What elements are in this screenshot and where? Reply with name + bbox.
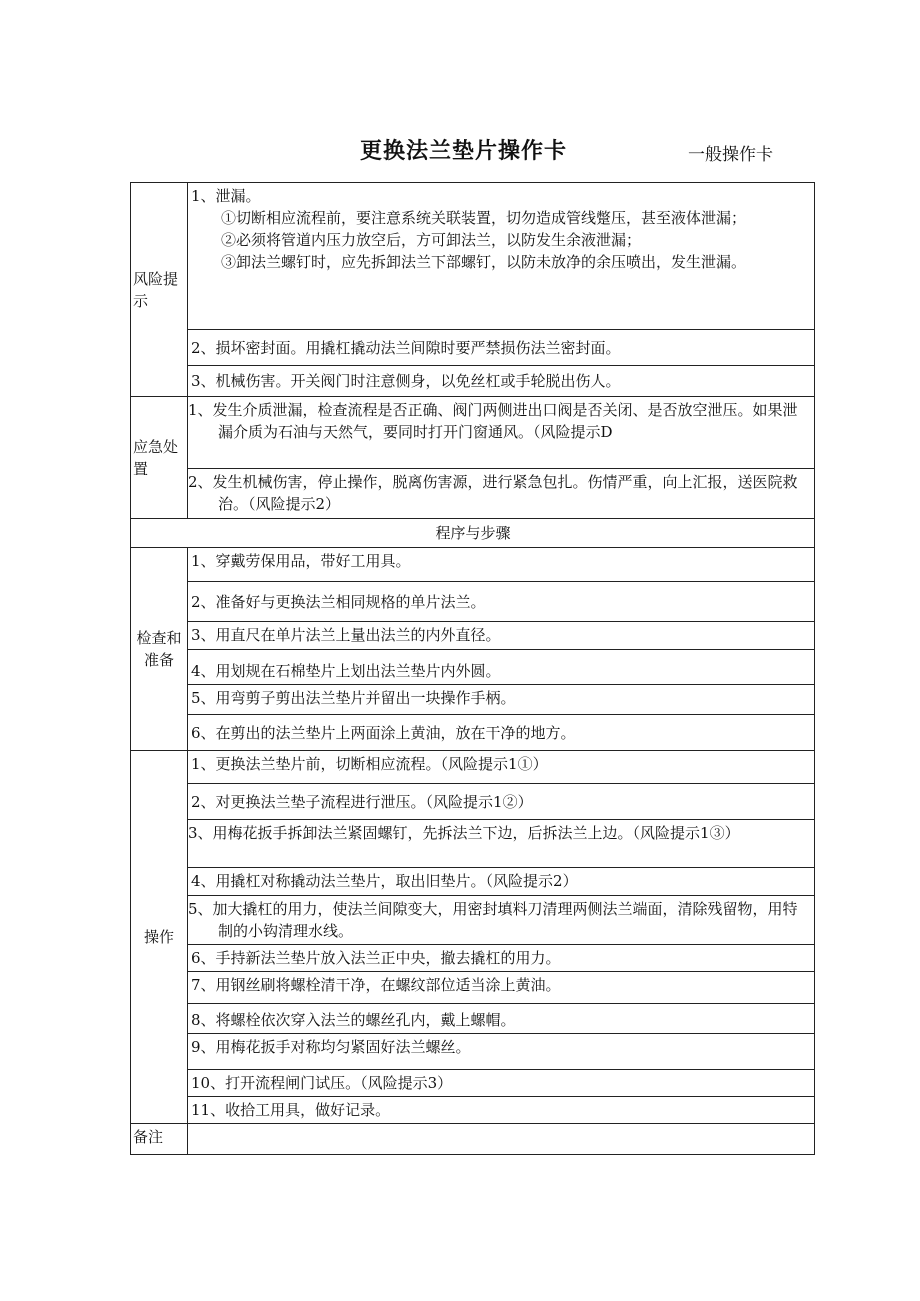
document-title: 更换法兰垫片操作卡 [360, 139, 568, 164]
check-step-6: 6、在剪出的法兰垫片上两面涂上黄油，放在干净的地方。 [188, 715, 815, 751]
risk-row-1 [131, 183, 815, 330]
operation-step-4: 4、用撬杠对称撬动法兰垫片，取出旧垫片。（风险提示2） [188, 868, 815, 896]
document-header [0, 134, 920, 168]
operation-step-6: 6、手持新法兰垫片放入法兰正中央，撤去撬杠的用力。 [188, 945, 815, 972]
operation-step-10: 10、打开流程闸门试压。（风险提示3） [188, 1070, 815, 1097]
operation-step-7: 7、用钢丝刷将螺栓清干净，在螺纹部位适当涂上黄油。 [188, 972, 815, 1004]
operation-step-5: 5、加大撬杠的用力，使法兰间隙变大，用密封填料刀清理两侧法兰端面，清除残留物，用特制的小钩清理水线。 [188, 896, 815, 945]
check-step-1: 1、穿戴劳保用品，带好工用具。 [188, 548, 815, 582]
procedure-heading: 程序与步骤 [131, 519, 815, 548]
operation-row-5 [131, 896, 815, 945]
operation-row-4 [131, 868, 815, 896]
operation-row-3 [131, 820, 815, 868]
operation-step-3: 3、用梅花扳手拆卸法兰紧固螺钉，先拆法兰下边，后拆法兰上边。（风险提示1③） [188, 820, 815, 868]
risk-item-1-heading: 1、泄漏。 [191, 187, 261, 205]
check-step-2: 2、准备好与更换法兰相同规格的单片法兰。 [188, 582, 815, 622]
check-row-2 [131, 582, 815, 622]
check-row-4 [131, 650, 815, 685]
check-step-4: 4、用划规在石棉垫片上划出法兰垫片内外圆。 [188, 650, 815, 685]
check-label: 检查和准备 [131, 548, 188, 751]
notes-value [188, 1124, 815, 1155]
risk-item-3: 3、机械伤害。开关阀门时注意侧身，以免丝杠或手轮脱出伤人。 [188, 366, 815, 397]
check-row-5 [131, 685, 815, 715]
check-step-5: 5、用弯剪子剪出法兰垫片并留出一块操作手柄。 [188, 685, 815, 715]
risk-item-2: 2、损坏密封面。用撬杠撬动法兰间隙时要严禁损伤法兰密封面。 [188, 330, 815, 366]
risk-row-2 [131, 330, 815, 366]
emergency-row-1 [131, 397, 815, 469]
risk-item-leak [188, 183, 815, 330]
operation-step-8: 8、将螺栓依次穿入法兰的螺丝孔内，戴上螺帽。 [188, 1004, 815, 1034]
emergency-label: 应急处置 [131, 397, 188, 519]
operation-card-table [130, 182, 815, 1155]
risk-item-1-sub-1: ①切断相应流程前，要注意系统关联装置，切勿造成管线蹩压，甚至液体泄漏； [221, 209, 747, 227]
operation-step-1: 1、更换法兰垫片前，切断相应流程。（风险提示1①） [188, 751, 815, 784]
operation-label: 操作 [131, 751, 188, 1124]
operation-row-10 [131, 1070, 815, 1097]
risk-item-1-sub-3: ③卸法兰螺钉时，应先拆卸法兰下部螺钉，以防未放净的余压喷出，发生泄漏。 [221, 253, 747, 271]
risk-item-1-sub-2: ②必须将管道内压力放空后，方可卸法兰，以防发生余液泄漏； [221, 231, 642, 249]
procedure-row [131, 519, 815, 548]
operation-step-9: 9、用梅花扳手对称均匀紧固好法兰螺丝。 [188, 1034, 815, 1070]
emergency-item-1: 1、发生介质泄漏，检查流程是否正确、阀门两侧进出口阀是否关闭、是否放空泄压。如果泄漏介质为石油与天然气，要同时打开门窗通风。（风险提示D [188, 397, 815, 469]
check-step-3: 3、用直尺在单片法兰上量出法兰的内外直径。 [188, 622, 815, 650]
operation-row-2 [131, 784, 815, 820]
emergency-item-2: 2、发生机械伤害，停止操作，脱离伤害源，进行紧急包扎。伤情严重，向上汇报，送医院救治。（风险提示2） [188, 469, 815, 519]
card-type-label: 一般操作卡 [688, 145, 773, 165]
check-row-1 [131, 548, 815, 582]
risk-label: 风险提示 [131, 183, 188, 397]
notes-row [131, 1124, 815, 1155]
check-row-3 [131, 622, 815, 650]
check-row-6 [131, 715, 815, 751]
operation-row-9 [131, 1034, 815, 1070]
notes-label: 备注 [131, 1124, 188, 1155]
operation-row-6 [131, 945, 815, 972]
operation-step-2: 2、对更换法兰垫子流程进行泄压。（风险提示1②） [188, 784, 815, 820]
risk-row-3 [131, 366, 815, 397]
operation-step-11: 11、收拾工用具，做好记录。 [188, 1097, 815, 1124]
operation-row-8 [131, 1004, 815, 1034]
operation-row-11 [131, 1097, 815, 1124]
emergency-row-2 [131, 469, 815, 519]
operation-row-1 [131, 751, 815, 784]
operation-row-7 [131, 972, 815, 1004]
